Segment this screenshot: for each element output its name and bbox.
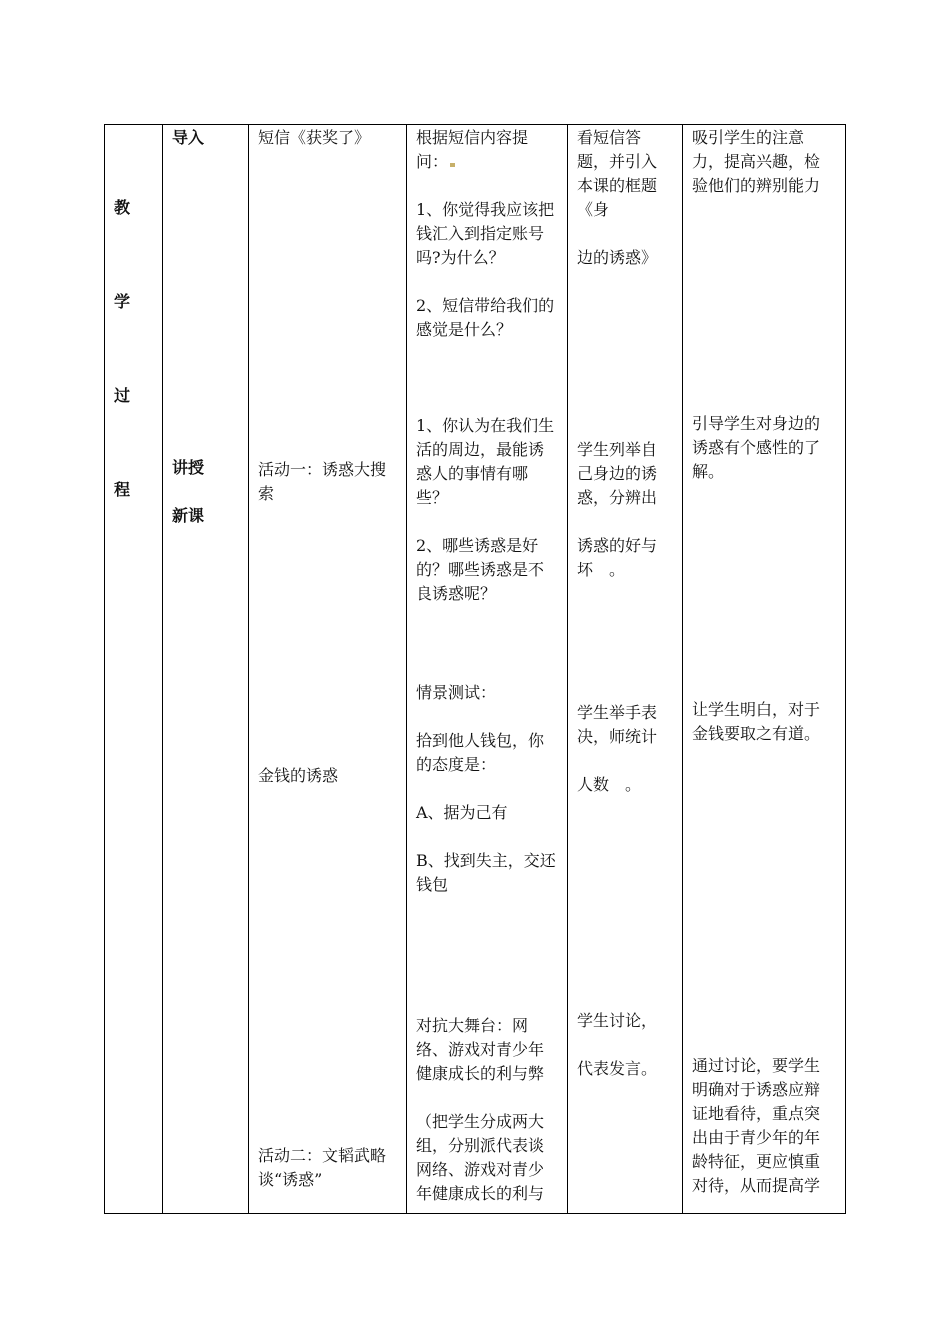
student-cell: 学生举手表 决，师统计 人数 。 (577, 703, 658, 794)
teacher-cell: 1、你认为在我们生 活的周边，最能诱 惑人的事情有哪 些？ 2、哪些诱惑是好 的？哪些诱惑是不 良诱惑呢？ (416, 416, 555, 603)
intent-cell: 让学生明白，对于 金钱要取之有道。 (692, 700, 821, 743)
student-cell: 看短信答 题，并引入 本课的框题 《身 边的诱惑》 (577, 128, 658, 267)
student-cell: 学生讨论， 代表发言。 (577, 1011, 658, 1078)
column-divider (162, 125, 163, 1213)
student-cell: 学生列举自 己身边的诱 惑，分辨出 诱惑的好与 坏 。 (577, 440, 658, 579)
section-label-char: 过 (114, 386, 131, 405)
teacher-cell: 对抗大舞台：网 络、游戏对青少年 健康成长的利与弊 （把学生分成两大 组，分别派代表谈 网络、游戏对青少 年健康成长的利与 (416, 1016, 545, 1203)
content-cell: 短信《获奖了》 (258, 128, 371, 147)
section-label-char: 教 (114, 198, 131, 217)
content-cell: 金钱的诱惑 (258, 766, 339, 785)
teacher-cell: 情景测试： 拾到他人钱包，你 的态度是： A、据为己有 B、找到失主，交还 钱包 (416, 683, 556, 894)
section-label-char: 程 (114, 480, 131, 499)
content-cell: 活动二：文韬武略 谈“诱惑” (258, 1146, 387, 1189)
intent-cell: 吸引学生的注意 力，提高兴趣，检 验他们的辨别能力 (692, 128, 821, 195)
column-divider (406, 125, 407, 1213)
phase-intro: 导入 (172, 128, 205, 147)
intent-cell: 引导学生对身边的 诱惑有个感性的了 解。 (692, 414, 821, 481)
teacher-cell: 根据短信内容提 问： 1、你觉得我应该把 钱汇入到指定账号 吗?为什么？ 2、短信带给我们的 感觉是什么？ (416, 128, 555, 339)
column-divider (567, 125, 568, 1213)
annotation-mark (450, 163, 455, 167)
column-divider (682, 125, 683, 1213)
phase-teach: 新课 (172, 506, 205, 525)
intent-cell: 通过讨论，要学生 明确对于诱惑应辩 证地看待，重点突 出由于青少年的年 龄特征，更应慎重 对待，从而提高学 (692, 1056, 821, 1195)
content-cell: 活动一：诱惑大搜 索 (258, 460, 387, 503)
section-label-char: 学 (114, 292, 131, 311)
column-divider (248, 125, 249, 1213)
phase-teach: 讲授 (172, 458, 205, 477)
